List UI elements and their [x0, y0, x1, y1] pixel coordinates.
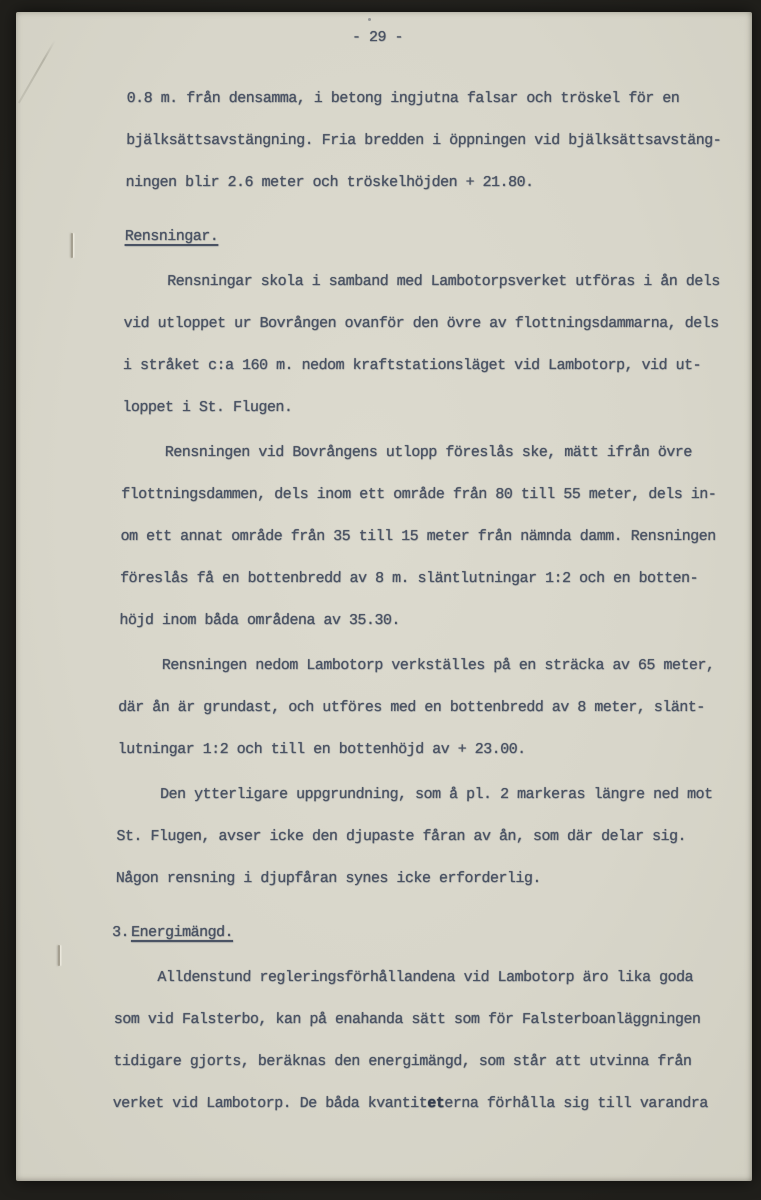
text-line: höjd inom båda områdena av 35.30. — [119, 612, 401, 629]
text-line: lutningar 1:2 och till en bottenhöjd av + 23.00. — [117, 741, 526, 758]
text-line: Alldenstund regleringsförhållandena vid Lambotorp äro lika goda — [157, 969, 694, 986]
overstruck-text: et — [427, 1095, 445, 1112]
heading-title: Rensningar. — [124, 228, 219, 245]
text-line: tidigare gjorts, beräknas den energimängd, som står att utvinna från — [113, 1053, 692, 1070]
text-line: flottningsdammen, dels inom ett område från 80 till 55 meter, dels in- — [121, 486, 717, 503]
text-line: Rensningen vid Bovrångens utlopp föreslås ske, mätt ifrån övre — [164, 444, 692, 461]
text-line: Rensningar skola i samband med Lambotorpsverket utföras i ån dels — [167, 273, 720, 290]
text-line — [112, 1083, 727, 1125]
text-line: där ån är grundast, och utföres med en bottenbredd av 8 meter, slänt- — [118, 699, 705, 716]
text-line: Rensningen nedom Lambotorp verkställes på en sträcka av 65 meter, — [161, 657, 715, 674]
text-line: Någon rensning i djupfåran synes icke erforderlig. — [115, 870, 542, 887]
paragraph — [116, 774, 732, 900]
section-heading — [124, 216, 739, 258]
text-line: bjälksättsavstängning. Fria bredden i öppningen vid bjälksättsavstäng- — [126, 132, 722, 149]
paragraph — [122, 261, 738, 429]
text-line: föreslås få en bottenbredd av 8 m. släntlutningar 1:2 och en botten- — [119, 570, 699, 587]
text-line: ningen blir 2.6 meter och tröskelhöjden + 21.80. — [125, 174, 534, 191]
section-heading — [111, 912, 730, 954]
paragraph — [117, 645, 733, 771]
paragraph — [119, 432, 736, 642]
paper-crease — [58, 945, 60, 966]
heading-number: 3. — [111, 924, 130, 941]
text-line: loppet i St. Flugen. — [122, 399, 293, 416]
text-line: Den ytterligare uppgrundning, som å pl. 2 markeras längre ned mot — [159, 786, 713, 803]
text-line: i stråket c:a 160 m. nedom kraftstationsläget vid Lambotorp, vid ut- — [122, 357, 702, 374]
paper-crease — [71, 233, 73, 258]
text-line: om ett annat område från 35 till 15 meter från nämnda damm. Rensningen — [120, 528, 716, 545]
document-body — [112, 78, 741, 1125]
text-line: vid utloppet ur Bovrången ovanför den övre av flottningsdammarna, dels — [123, 315, 719, 332]
paper-speck — [368, 18, 371, 21]
paragraph — [112, 957, 728, 1125]
text-line: St. Flugen, avser icke den djupaste fåran av ån, som där delar sig. — [116, 828, 687, 845]
paragraph — [125, 78, 741, 204]
text-segment: erna förhålla sig till varandra — [444, 1095, 708, 1112]
text-line: 0.8 m. från densamma, i betong ingjutna falsar och tröskel för en — [126, 90, 680, 107]
text-segment: verket vid Lambotorp. De båda kvantit — [112, 1095, 428, 1112]
heading-title: Energimängd. — [130, 924, 234, 941]
page-corner-fold — [18, 40, 55, 103]
text-line: som vid Falsterbo, kan på enahanda sätt som för Falsterboanläggningen — [113, 1011, 701, 1028]
document-page — [16, 12, 752, 1181]
page-number: - 29 - — [352, 29, 404, 46]
